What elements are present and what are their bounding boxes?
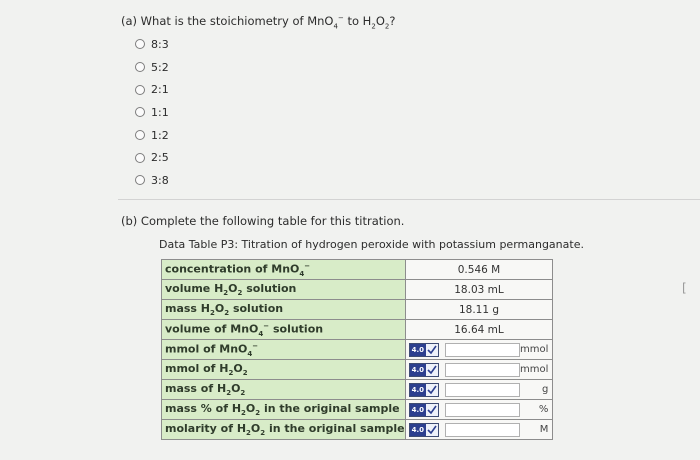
given-value: 18.11 g: [405, 300, 553, 320]
option-2[interactable]: 2:1: [135, 78, 169, 101]
answer-input[interactable]: [445, 423, 520, 437]
unit-label: M: [539, 424, 549, 435]
bracket-icon: [: [682, 281, 687, 295]
unit-label: mmol: [520, 344, 549, 355]
answer-input[interactable]: [445, 383, 520, 397]
check-badge-icon[interactable]: 4.0: [409, 343, 439, 357]
radio-button[interactable]: [135, 153, 145, 163]
option-6[interactable]: 3:8: [135, 169, 169, 192]
table-row: [162, 420, 553, 440]
answer-input[interactable]: [445, 363, 520, 377]
checkmark-icon: [426, 404, 438, 416]
table-row: [162, 340, 553, 360]
answer-cell[interactable]: [405, 420, 553, 440]
table-row: [162, 400, 553, 420]
row-label: mass of $H_2O_2$: [162, 380, 406, 400]
answer-input[interactable]: [445, 343, 520, 357]
data-table: [161, 259, 553, 440]
given-value: 18.03 mL: [405, 280, 553, 300]
check-badge-icon[interactable]: 4.0: [409, 383, 439, 397]
option-5[interactable]: 2:5: [135, 146, 169, 169]
option-4[interactable]: 1:2: [135, 124, 169, 147]
table-row: [162, 280, 553, 300]
option-1[interactable]: 5:2: [135, 56, 169, 79]
question-a: (a) What is the stoichiometry of MnO$_4$− to $H_2O_2$?: [121, 14, 396, 31]
row-label: molarity of $H_2O_2$ in the original sample: [162, 420, 406, 440]
answer-cell[interactable]: [405, 380, 553, 400]
row-label: volume $H_2O_2$ solution: [162, 280, 406, 300]
given-value: 16.64 mL: [405, 320, 553, 340]
answer-cell[interactable]: [405, 340, 553, 360]
row-label: mass % of $H_2O_2$ in the original sample: [162, 400, 406, 420]
row-label: concentration of MnO$_4$−: [162, 260, 406, 280]
table-row: [162, 380, 553, 400]
unit-label: %: [538, 404, 549, 415]
radio-button[interactable]: [135, 175, 145, 185]
radio-button[interactable]: [135, 39, 145, 49]
checkmark-icon: [426, 344, 438, 356]
radio-button[interactable]: [135, 62, 145, 72]
unit-label: g: [542, 384, 549, 395]
unit-label: mmol: [520, 364, 549, 375]
row-label: mmol of $H_2O_2$: [162, 360, 406, 380]
check-badge-icon[interactable]: 4.0: [409, 403, 439, 417]
checkmark-icon: [426, 384, 438, 396]
radio-button[interactable]: [135, 107, 145, 117]
check-badge-icon[interactable]: 4.0: [409, 423, 439, 437]
table-row: [162, 300, 553, 320]
answer-cell[interactable]: [405, 360, 553, 380]
check-badge-icon[interactable]: 4.0: [409, 363, 439, 377]
question-b: (b) Complete the following table for this titration.: [121, 214, 405, 228]
row-label: mass $H_2O_2$ solution: [162, 300, 406, 320]
row-label: volume of MnO$_4$− solution: [162, 320, 406, 340]
table-row: [162, 360, 553, 380]
checkmark-icon: [426, 364, 438, 376]
checkmark-icon: [426, 424, 438, 436]
section-divider: [118, 199, 700, 200]
answer-cell[interactable]: [405, 400, 553, 420]
radio-button[interactable]: [135, 85, 145, 95]
option-3[interactable]: 1:1: [135, 101, 169, 124]
ratio-options: [135, 33, 169, 192]
table-row: [162, 260, 553, 280]
option-0[interactable]: 8:3: [135, 33, 169, 56]
table-caption: Data Table P3: Titration of hydrogen peroxide with potassium permanganate.: [159, 238, 584, 251]
given-value: 0.546 M: [405, 260, 553, 280]
table-row: [162, 320, 553, 340]
answer-input[interactable]: [445, 403, 520, 417]
row-label: mmol of MnO$_4$−: [162, 340, 406, 360]
radio-button[interactable]: [135, 130, 145, 140]
